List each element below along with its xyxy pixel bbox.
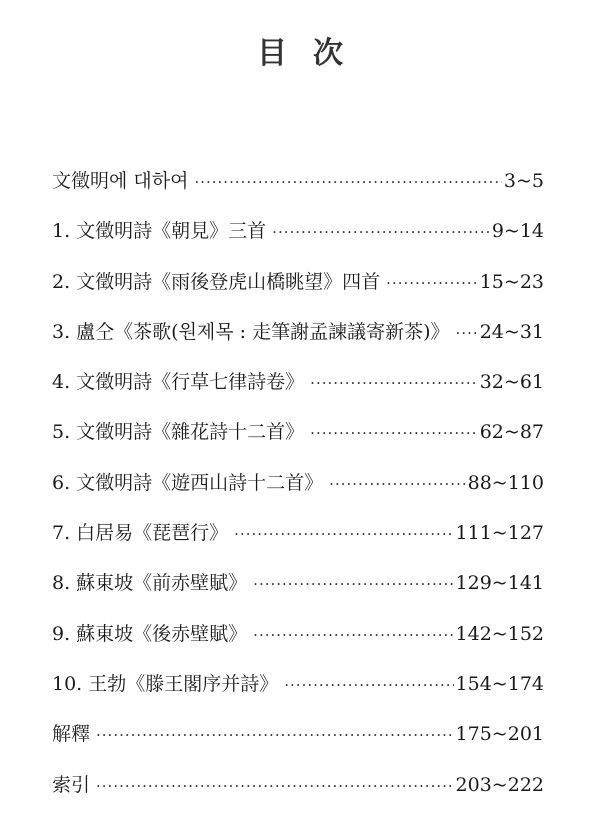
toc-entry-pages: 203~222: [455, 773, 544, 796]
toc-entry-title: 3. 盧仝《茶歌(원제목 : 走筆謝孟諫議寄新茶)》: [52, 320, 450, 343]
toc-entry: [52, 468, 544, 518]
toc-entry-pages: 142~152: [455, 622, 544, 645]
table-of-contents: [52, 166, 544, 820]
toc-entry-pages: 24~31: [479, 320, 544, 343]
toc-entry-pages: 88~110: [467, 471, 544, 494]
toc-entry: [52, 719, 544, 769]
toc-entry-title: 2. 文徵明詩《雨後登虎山橋眺望》四首: [52, 270, 381, 293]
toc-entry: [52, 417, 544, 467]
toc-entry-title: 解釋: [52, 723, 91, 746]
toc-entry: [52, 619, 544, 669]
toc-entry-pages: 154~174: [455, 672, 544, 695]
toc-entry-title: 5. 文徵明詩《雜花詩十二首》: [52, 421, 305, 444]
toc-entry-title: 7. 白居易《琵琶行》: [52, 522, 229, 545]
toc-entry-pages: 9~14: [491, 220, 544, 243]
toc-entry: [52, 317, 544, 367]
leader-dots: [272, 223, 490, 241]
toc-entry: [52, 166, 544, 216]
toc-entry: [52, 518, 544, 568]
leader-dots: [96, 726, 454, 744]
leader-dots: [456, 324, 478, 342]
toc-entry-pages: 32~61: [479, 371, 544, 394]
toc-entry: [52, 770, 544, 820]
leader-dots: [284, 676, 453, 694]
toc-entry-title: 索引: [52, 773, 91, 796]
toc-entry-pages: 62~87: [479, 421, 544, 444]
leader-dots: [194, 173, 501, 191]
toc-entry-pages: 175~201: [455, 723, 544, 746]
toc-entry-pages: 129~141: [455, 572, 544, 595]
toc-entry-title: 1. 文徵明詩《朝見》三首: [52, 220, 267, 243]
toc-entry-title: 4. 文徵明詩《行草七律詩卷》: [52, 371, 305, 394]
leader-dots: [386, 274, 478, 292]
toc-entry-pages: 15~23: [479, 270, 544, 293]
toc-entry-title: 6. 文徵明詩《遊西山詩十二首》: [52, 471, 324, 494]
toc-entry-title: 8. 蘇東坡《前赤壁賦》: [52, 572, 248, 595]
page-title: 目次: [257, 36, 369, 71]
leader-dots: [329, 475, 465, 493]
toc-entry: [52, 568, 544, 618]
toc-entry: [52, 216, 544, 266]
toc-entry: [52, 367, 544, 417]
leader-dots: [310, 374, 478, 392]
toc-entry: [52, 267, 544, 317]
toc-entry-title: 文徵明에 대하여: [52, 170, 189, 192]
leader-dots: [253, 575, 453, 593]
leader-dots: [253, 626, 453, 644]
toc-entry: [52, 669, 544, 719]
leader-dots: [310, 424, 478, 442]
leader-dots: [234, 525, 453, 543]
toc-entry-title: 10. 王勃《滕王閣序并詩》: [52, 672, 279, 695]
toc-entry-title: 9. 蘇東坡《後赤壁賦》: [52, 622, 248, 645]
toc-entry-pages: 111~127: [455, 522, 544, 545]
toc-entry-pages: 3~5: [503, 170, 544, 192]
leader-dots: [96, 777, 454, 795]
